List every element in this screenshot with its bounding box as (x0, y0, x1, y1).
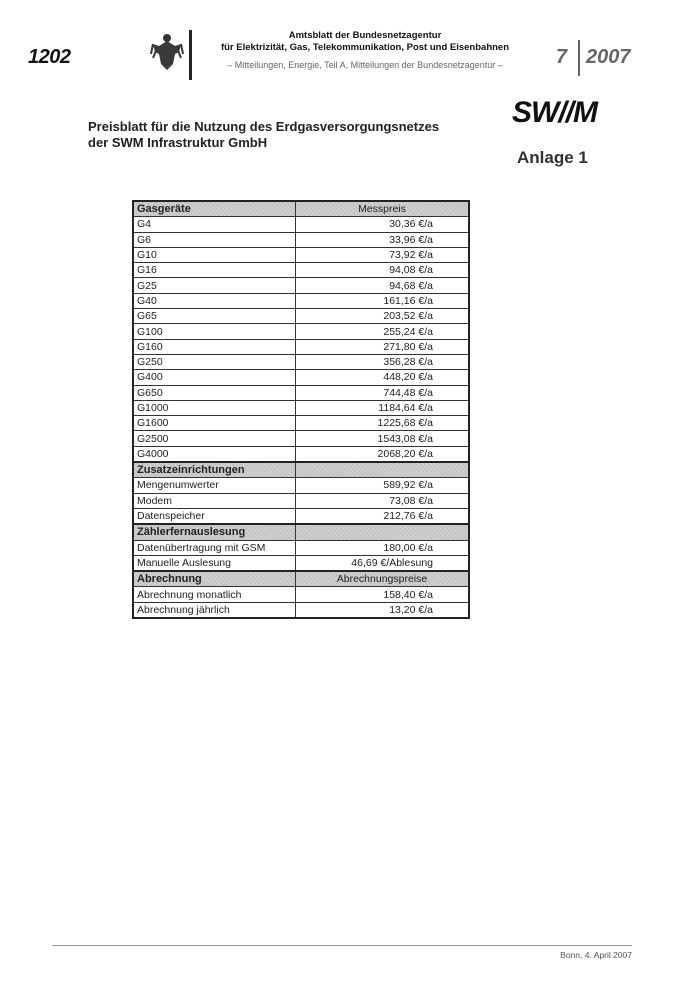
header-masthead (215, 30, 515, 71)
table-row (133, 400, 469, 415)
section-title: Zählerfernauslesung (133, 524, 296, 540)
item-name: G100 (133, 324, 296, 339)
document-title (88, 119, 458, 151)
section-column-label: Messpreis (296, 201, 470, 217)
header-divider (189, 30, 192, 80)
table-row (133, 587, 469, 602)
item-name: Datenübertragung mit GSM (133, 540, 296, 555)
item-price: 94,08 €/a (296, 263, 470, 278)
issue-divider (578, 40, 580, 76)
item-price: 13,20 €/a (296, 602, 470, 618)
item-name: G4000 (133, 446, 296, 462)
item-name: G16 (133, 263, 296, 278)
item-price: 255,24 €/a (296, 324, 470, 339)
item-price: 1225,68 €/a (296, 416, 470, 431)
table-row (133, 232, 469, 247)
item-name: G250 (133, 354, 296, 369)
table-row (133, 493, 469, 508)
section-title: Abrechnung (133, 571, 296, 587)
document-title-line-1: Preisblatt für die Nutzung des Erdgasversorgungsnetzes (88, 119, 440, 134)
table-row (133, 339, 469, 354)
swm-logo: SW//M (512, 96, 597, 129)
table-row (133, 602, 469, 618)
item-name: Datenspeicher (133, 508, 296, 524)
item-price: 271,80 €/a (296, 339, 470, 354)
item-price: 589,92 €/a (296, 478, 470, 493)
item-price: 1184,64 €/a (296, 400, 470, 415)
price-table (132, 200, 470, 619)
item-name: G400 (133, 370, 296, 385)
masthead-title-line-2: für Elektrizität, Gas, Telekommunikation, Post und Eisenbahnen (220, 42, 510, 53)
table-row (133, 278, 469, 293)
section-title: Zusatzeinrichtungen (133, 462, 296, 478)
table-row (133, 293, 469, 308)
table-row (133, 446, 469, 462)
item-price: 161,16 €/a (296, 293, 470, 308)
table-row (133, 540, 469, 555)
item-price: 448,20 €/a (296, 370, 470, 385)
item-name: G6 (133, 232, 296, 247)
table-row (133, 309, 469, 324)
item-name: G1600 (133, 416, 296, 431)
item-name: G4 (133, 217, 296, 232)
footer-date: Bonn, 4. April 2007 (560, 950, 632, 960)
item-name: Abrechnung monatlich (133, 587, 296, 602)
item-price: 2068,20 €/a (296, 446, 470, 462)
table-row (133, 555, 469, 571)
page-number: 1202 (28, 46, 71, 68)
section-column-label (296, 462, 470, 478)
section-header-row (133, 524, 469, 540)
price-table-body (133, 201, 469, 618)
item-name: Abrechnung jährlich (133, 602, 296, 618)
item-price: 94,68 €/a (296, 278, 470, 293)
item-name: G2500 (133, 431, 296, 446)
item-price: 1543,08 €/a (296, 431, 470, 446)
masthead-subtitle: – Mitteilungen, Energie, Teil A, Mitteilungen der Bundesnetzagentur – (227, 60, 503, 70)
table-row (133, 247, 469, 262)
masthead-title-line-1: Amtsblatt der Bundesnetzagentur (288, 30, 442, 41)
section-column-label: Abrechnungspreise (296, 571, 470, 587)
section-title: Gasgeräte (133, 201, 296, 217)
item-name: G65 (133, 309, 296, 324)
item-name: Modem (133, 493, 296, 508)
item-name: Manuelle Auslesung (133, 555, 296, 571)
item-name: G40 (133, 293, 296, 308)
federal-eagle-icon (150, 30, 184, 72)
item-price: 30,36 €/a (296, 217, 470, 232)
item-price: 73,08 €/a (296, 493, 470, 508)
item-name: G25 (133, 278, 296, 293)
section-header-row (133, 571, 469, 587)
item-price: 203,52 €/a (296, 309, 470, 324)
item-price: 356,28 €/a (296, 354, 470, 369)
table-row (133, 217, 469, 232)
table-row (133, 431, 469, 446)
item-price: 46,69 €/Ablesung (296, 555, 470, 571)
item-price: 212,76 €/a (296, 508, 470, 524)
table-row (133, 508, 469, 524)
item-name: G10 (133, 247, 296, 262)
section-header-row (133, 462, 469, 478)
item-price: 33,96 €/a (296, 232, 470, 247)
item-name: G650 (133, 385, 296, 400)
item-price: 158,40 €/a (296, 587, 470, 602)
section-header-row (133, 201, 469, 217)
item-price: 744,48 €/a (296, 385, 470, 400)
annex-label: Anlage 1 (517, 148, 588, 167)
footer-divider (52, 945, 632, 946)
item-name: G1000 (133, 400, 296, 415)
table-row (133, 263, 469, 278)
section-column-label (296, 524, 470, 540)
table-row (133, 478, 469, 493)
table-row (133, 385, 469, 400)
table-row (133, 370, 469, 385)
item-price: 180,00 €/a (296, 540, 470, 555)
table-row (133, 354, 469, 369)
issue-number: 7 (556, 46, 568, 68)
table-row (133, 416, 469, 431)
document-title-line-2: der SWM Infrastruktur GmbH (88, 135, 268, 150)
item-name: G160 (133, 339, 296, 354)
table-row (133, 324, 469, 339)
issue-year: 2007 (586, 46, 631, 68)
item-name: Mengenumwerter (133, 478, 296, 493)
item-price: 73,92 €/a (296, 247, 470, 262)
